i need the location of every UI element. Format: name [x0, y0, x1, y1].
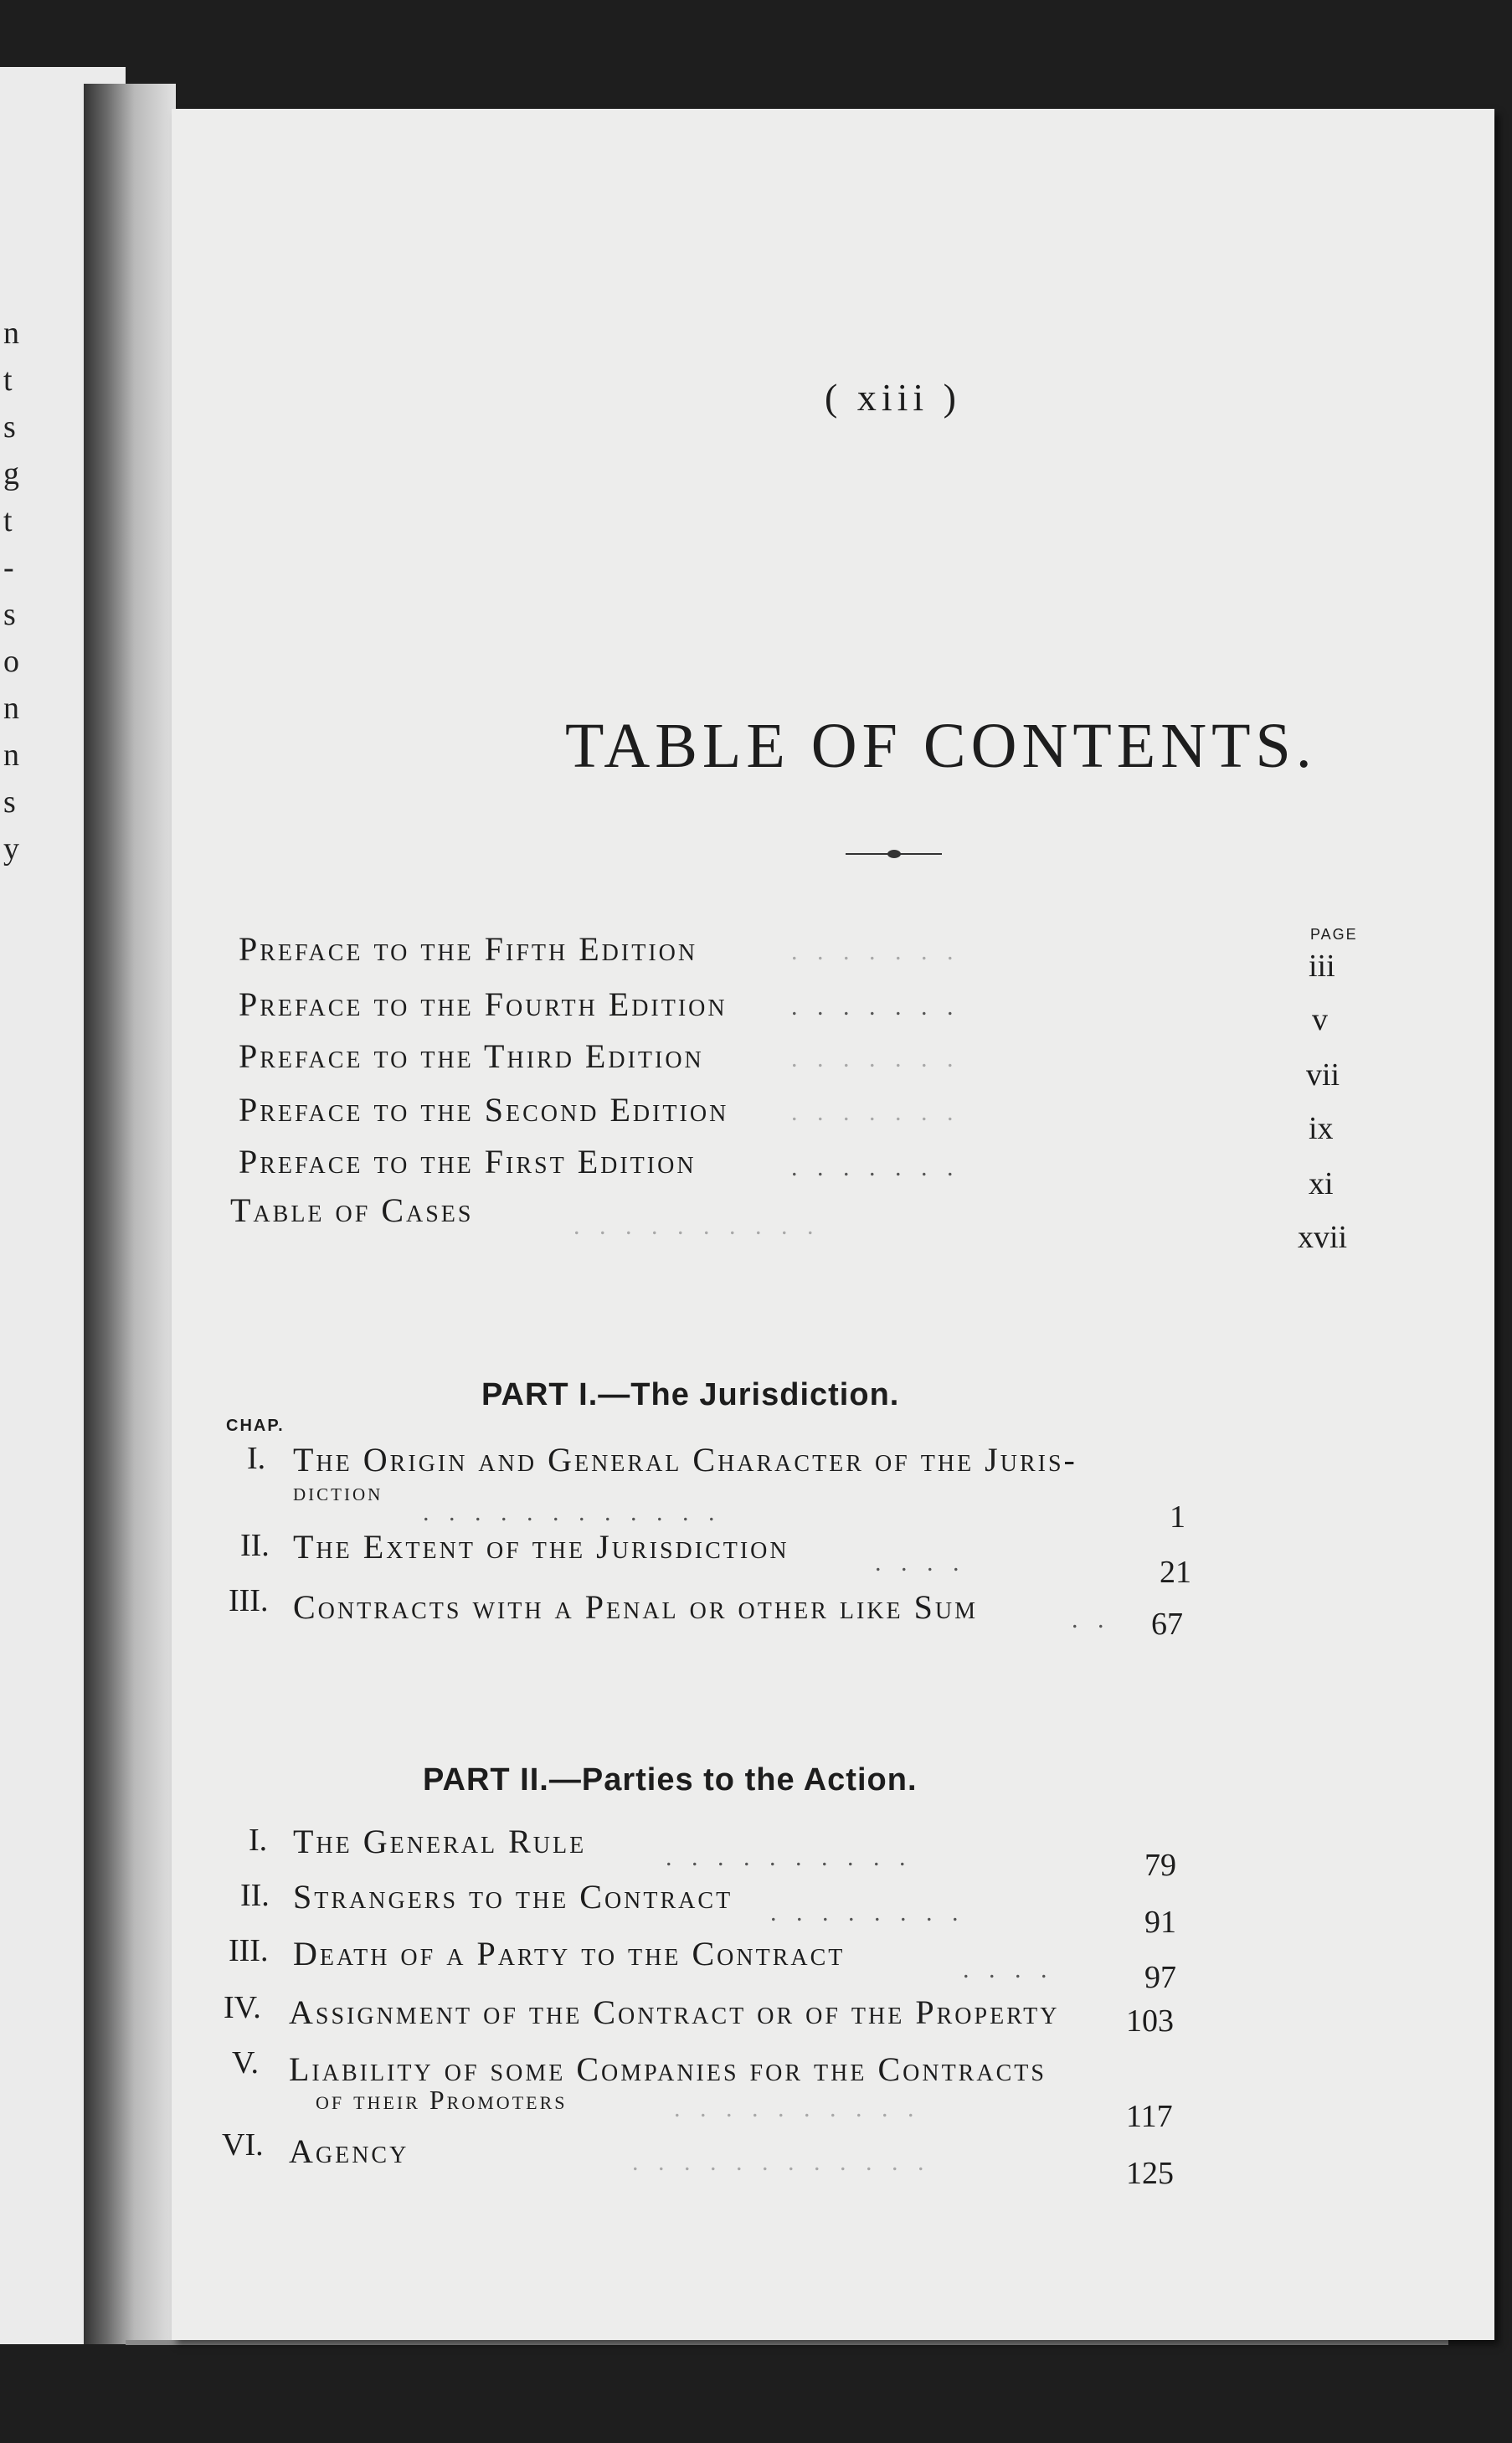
toc-entry-page: v [1312, 1002, 1328, 1037]
toc-entry-page: xi [1309, 1166, 1334, 1201]
chapter-column-label: CHAP. [226, 1417, 285, 1435]
toc-leader-dots: . . . . . . . [791, 938, 960, 965]
toc-entry-title: Preface to the Third Edition [239, 1037, 704, 1075]
chapter-page: 91 [1144, 1905, 1176, 1940]
toc-entry-page: iii [1309, 949, 1335, 984]
chapter-page: 1 [1170, 1499, 1185, 1535]
toc-leader-dots: . . . . . . . [791, 993, 960, 1021]
chapter-number: III. [229, 1583, 269, 1618]
chapter-number: I. [249, 1823, 268, 1858]
chapter-title-continued: diction [293, 1479, 383, 1506]
toc-entry-title: Table of Cases [230, 1191, 474, 1229]
chapter-title: The General Rule [293, 1823, 587, 1860]
page-number: ( xiii ) [825, 376, 961, 419]
toc-leader-dots: . . . . . . . . . . . . [632, 2148, 931, 2176]
chapter-number: II. [240, 1528, 270, 1563]
toc-entry-page: vii [1306, 1057, 1340, 1093]
chapter-title-continued: of their Promoters [316, 2085, 568, 2115]
chapter-title: Death of a Party to the Contract [293, 1935, 846, 1972]
toc-leader-dots: . . . . . . . [791, 1154, 960, 1181]
chapter-number: III. [229, 1933, 269, 1968]
toc-leader-dots: . . . . [875, 1549, 966, 1576]
chapter-title: Agency [289, 2132, 409, 2170]
toc-leader-dots: . . . . . . . . . . [573, 1212, 820, 1240]
chapter-page: 103 [1126, 2003, 1174, 2039]
chapter-title: The Origin and General Character of the Juris- [293, 1441, 1077, 1479]
chapter-number: IV. [224, 1990, 261, 2025]
toc-leader-dots: . . . . . . . . . . [666, 1844, 913, 1871]
chapter-page: 21 [1160, 1555, 1191, 1590]
toc-leader-dots: . . . . . . . [791, 1045, 960, 1072]
page-bottom-edge [126, 2340, 1448, 2345]
chapter-number: V. [232, 2045, 260, 2080]
chapter-page: 97 [1144, 1960, 1176, 1995]
toc-entry-title: Preface to the First Edition [239, 1143, 697, 1180]
toc-entry-title: Preface to the Second Edition [239, 1091, 729, 1129]
chapter-title: Contracts with a Penal or other like Sum [293, 1588, 978, 1626]
chapter-number: I. [247, 1441, 266, 1476]
toc-leader-dots: . . . . . . . . . . [674, 2095, 921, 2122]
chapter-number: VI. [222, 2127, 264, 2163]
toc-entry-page: ix [1309, 1111, 1334, 1146]
chapter-page: 67 [1151, 1607, 1183, 1642]
chapter-page: 79 [1144, 1848, 1176, 1883]
chapter-number: II. [240, 1878, 270, 1913]
toc-leader-dots: . . . . . . . . . . . . [423, 1499, 722, 1526]
part-2-heading: PART II.—Parties to the Action. [423, 1762, 918, 1798]
book-spine-shadow [84, 84, 176, 2344]
chapter-title: Liability of some Companies for the Contracts [289, 2050, 1047, 2088]
title-ornament [846, 849, 942, 859]
toc-leader-dots: . . . . [963, 1956, 1054, 1983]
toc-leader-dots: . . [1072, 1606, 1111, 1633]
contents-page [172, 109, 1494, 2340]
part-1-heading: PART I.—The Jurisdiction. [481, 1377, 900, 1412]
chapter-page: 117 [1126, 2099, 1173, 2134]
left-page-margin-text: n t s g t - s o n n s y [3, 316, 19, 867]
toc-entry-title: Preface to the Fourth Edition [239, 985, 728, 1023]
chapter-title: The Extent of the Jurisdiction [293, 1528, 789, 1566]
chapter-title: Strangers to the Contract [293, 1878, 733, 1916]
chapter-title: Assignment of the Contract or of the Property [289, 1993, 1060, 2031]
toc-entry-title: Preface to the Fifth Edition [239, 930, 698, 968]
chapter-page: 125 [1126, 2156, 1174, 2191]
page-column-heading: PAGE [1310, 926, 1358, 943]
toc-entry-page: xvii [1298, 1220, 1348, 1255]
toc-leader-dots: . . . . . . . . [770, 1899, 965, 1926]
page-title: TABLE OF CONTENTS. [565, 711, 1317, 781]
toc-leader-dots: . . . . . . . [791, 1098, 960, 1126]
